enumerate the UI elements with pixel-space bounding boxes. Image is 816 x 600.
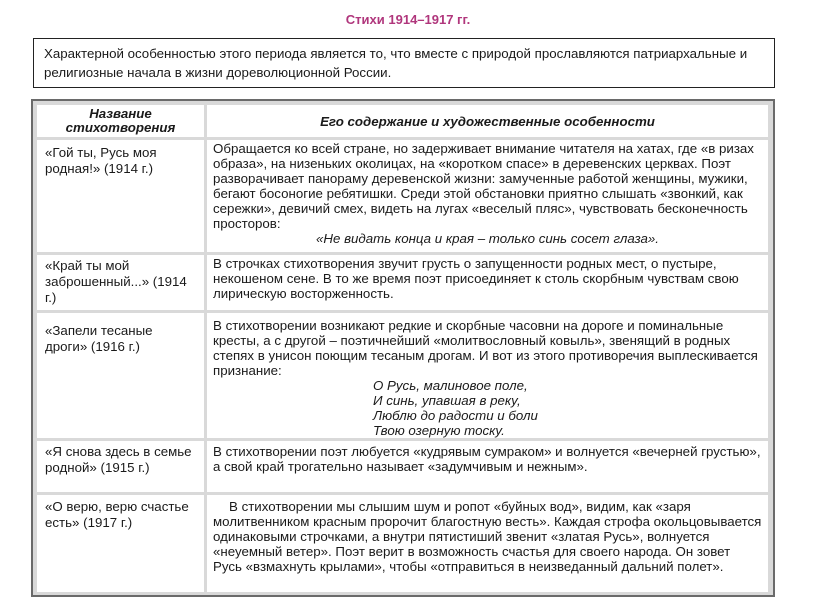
poem-name: «Я снова здесь в семье родной» (1915 г.) bbox=[37, 441, 207, 495]
poem-quote: «Не видать конца и края – только синь сосет глаза». bbox=[316, 231, 659, 246]
poem-description: В стихотворении поэт любуется «кудрявым сумраком» и волнуется «вечерней грустью», а свой край трогательно называет «задумчивым и нежным». bbox=[207, 441, 771, 495]
poem-text: Обращается ко всей стране, но задерживает внимание читателя на хатах, где «в ризах образа», на низеньких околицах, на «коротком спасе» в деревенских церквах. Поэт разворачивает панораму деревенской жизни: замученные работой женщины, мужики, бегают босоногие ребятишки. Среди этой обстановки приятно слышать «звонкий, как сережки», девичий смех, видеть на лугах «веселый пляс», чувствовать бесконечность просторов: bbox=[213, 141, 754, 231]
verse-line: О Русь, малиновое поле, bbox=[373, 378, 528, 393]
poem-verse bbox=[213, 378, 762, 438]
verse-line: Твою озерную тоску. bbox=[373, 423, 505, 438]
poems-table-frame bbox=[31, 99, 775, 597]
verse-line: Люблю до радости и боли bbox=[373, 408, 538, 423]
table-row bbox=[37, 495, 771, 595]
poem-name: «Гой ты, Русь моя родная!» (1914 г.) bbox=[37, 140, 207, 255]
poem-name: «Запели тесаные дроги» (1916 г.) bbox=[37, 313, 207, 441]
table-row bbox=[37, 140, 771, 255]
poem-description: В строчках стихотворения звучит грусть о запущенности родных мест, о пустыре, некошеном сене. В то же время поэт присоединяет к столь скорбным чувствам свою лирическую восторженность. bbox=[207, 255, 771, 313]
poem-description bbox=[207, 140, 771, 255]
table-row bbox=[37, 441, 771, 495]
header-poem-name: Название стихотворения bbox=[37, 105, 207, 140]
header-content: Его содержание и художественные особенности bbox=[207, 105, 771, 140]
poems-table bbox=[37, 105, 771, 595]
page-title: Стихи 1914–1917 гг. bbox=[345, 12, 471, 27]
table-row bbox=[37, 313, 771, 441]
verse-line: И синь, упавшая в реку, bbox=[373, 393, 521, 408]
poem-name: «Край ты мой заброшенный...» (1914 г.) bbox=[37, 255, 207, 313]
poem-text: В стихотворении возникают редкие и скорбные часовни на дороге и поминальные кресты, а с другой – поэтичнейший «молитвословный ковыль», звенящий в родных степях в унисон поющим тесаным дрогам. И вот из этого противоречия выплескивается признание: bbox=[213, 318, 758, 378]
poem-description bbox=[207, 313, 771, 441]
poem-description: В стихотворении мы слышим шум и ропот «буйных вод», видим, как «заря молитвенником красным пророчит благостную весть». Каждая строфа окольцовывается одинаковыми строчками, а внутри пятистиший звенит «златая Русь», волнуется «неуемный ветер». Поэт верит в возможность счастья для своего народа. Он зовет Русь «взмахнуть крылами», чтобы «отправиться в неизведанный дальний полет». bbox=[207, 495, 771, 595]
table-header-row bbox=[37, 105, 771, 140]
intro-text: Характерной особенностью этого периода является то, что вместе с природой прославляются патриархальные и религиозные начала в жизни дореволюционной России. bbox=[33, 38, 775, 88]
table-row bbox=[37, 255, 771, 313]
poem-name: «О верю, верю счастье есть» (1917 г.) bbox=[37, 495, 207, 595]
